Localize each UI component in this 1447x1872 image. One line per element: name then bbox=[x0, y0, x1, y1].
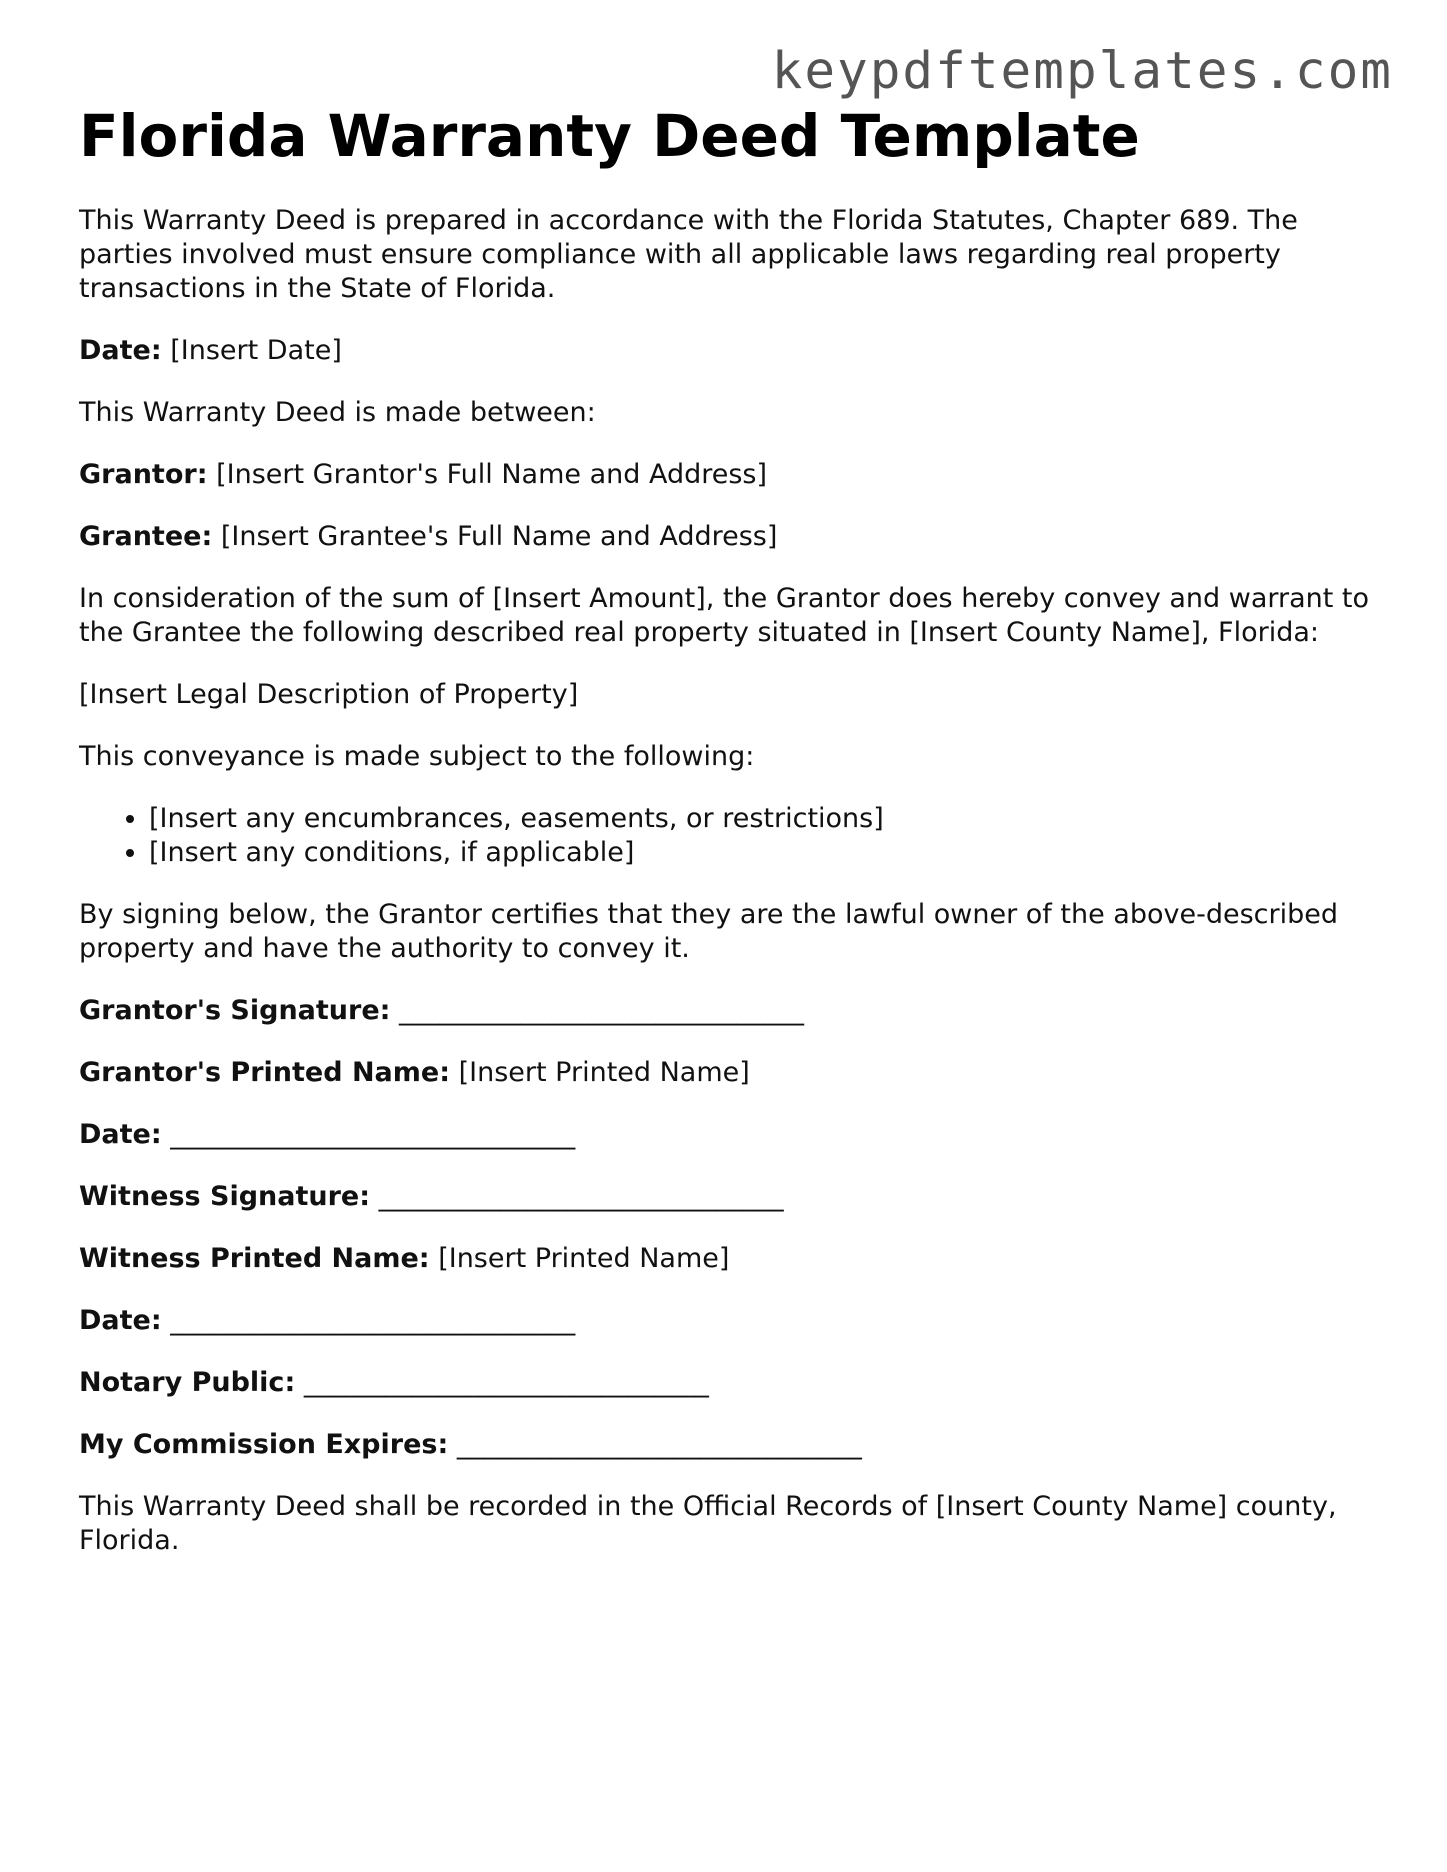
witness-date-blank[interactable]: ______________________________ bbox=[170, 1305, 576, 1336]
grantor-signature-line bbox=[79, 994, 1379, 1028]
consideration-paragraph: In consideration of the sum of [Insert Amount], the Grantor does hereby convey and warrant to the Grantee the following described real property situated in [Insert County Name], Florida: bbox=[79, 583, 1370, 648]
witness-printed-name-value: [Insert Printed Name] bbox=[438, 1243, 730, 1274]
witness-signature-blank[interactable]: ______________________________ bbox=[378, 1181, 784, 1212]
conditions-list bbox=[79, 802, 1379, 870]
witness-date-label: Date: bbox=[79, 1305, 162, 1336]
list-item: • [Insert any conditions, if applicable] bbox=[149, 836, 1379, 870]
grantor-date-line bbox=[79, 1118, 1379, 1152]
notary-public-line bbox=[79, 1366, 1379, 1400]
commission-expires-label: My Commission Expires: bbox=[79, 1429, 449, 1460]
grantee-value: [Insert Grantee's Full Name and Address] bbox=[220, 521, 778, 552]
commission-expires-blank[interactable]: ______________________________ bbox=[456, 1429, 862, 1460]
date-value: [Insert Date] bbox=[170, 335, 342, 366]
witness-printed-name-label: Witness Printed Name: bbox=[79, 1243, 430, 1274]
grantor-printed-name-value: [Insert Printed Name] bbox=[458, 1057, 750, 1088]
grantor-printed-name-label: Grantor's Printed Name: bbox=[79, 1057, 451, 1088]
grantor-label: Grantor: bbox=[79, 459, 208, 490]
grantor-signature-blank[interactable]: ______________________________ bbox=[399, 995, 805, 1026]
page-title: Florida Warranty Deed Template bbox=[79, 102, 1140, 170]
grantor-printed-name-line bbox=[79, 1056, 1379, 1090]
legal-description: [Insert Legal Description of Property] bbox=[79, 679, 579, 710]
grantor-line bbox=[79, 458, 1379, 492]
grantor-value: [Insert Grantor's Full Name and Address] bbox=[216, 459, 768, 490]
witness-signature-line bbox=[79, 1180, 1379, 1214]
notary-public-label: Notary Public: bbox=[79, 1367, 296, 1398]
witness-signature-label: Witness Signature: bbox=[79, 1181, 371, 1212]
witness-printed-name-line bbox=[79, 1242, 1379, 1276]
recording-paragraph: This Warranty Deed shall be recorded in the Official Records of [Insert County Name] county, Florida. bbox=[79, 1491, 1337, 1556]
grantor-date-blank[interactable]: ______________________________ bbox=[170, 1119, 576, 1150]
watermark: keypdftemplates.com bbox=[771, 42, 1393, 101]
date-line bbox=[79, 334, 1379, 368]
notary-public-blank[interactable]: ______________________________ bbox=[303, 1367, 709, 1398]
commission-expires-line bbox=[79, 1428, 1379, 1462]
intro-paragraph: This Warranty Deed is prepared in accordance with the Florida Statutes, Chapter 689. The parties involved must ensure compliance with all applicable laws regarding real property transactions in the State of Florida. bbox=[79, 205, 1298, 304]
grantee-label: Grantee: bbox=[79, 521, 213, 552]
subject-to-text: This conveyance is made subject to the following: bbox=[79, 741, 755, 772]
certification-paragraph: By signing below, the Grantor certifies that they are the lawful owner of the above-described property and have the authority to convey it. bbox=[79, 899, 1338, 964]
grantor-date-label: Date: bbox=[79, 1119, 162, 1150]
witness-date-line bbox=[79, 1304, 1379, 1338]
made-between-text: This Warranty Deed is made between: bbox=[79, 397, 596, 428]
grantor-signature-label: Grantor's Signature: bbox=[79, 995, 391, 1026]
date-label: Date: bbox=[79, 335, 162, 366]
list-item: • [Insert any encumbrances, easements, or restrictions] bbox=[149, 802, 1379, 836]
document-body bbox=[79, 100, 1379, 1558]
grantee-line bbox=[79, 520, 1379, 554]
